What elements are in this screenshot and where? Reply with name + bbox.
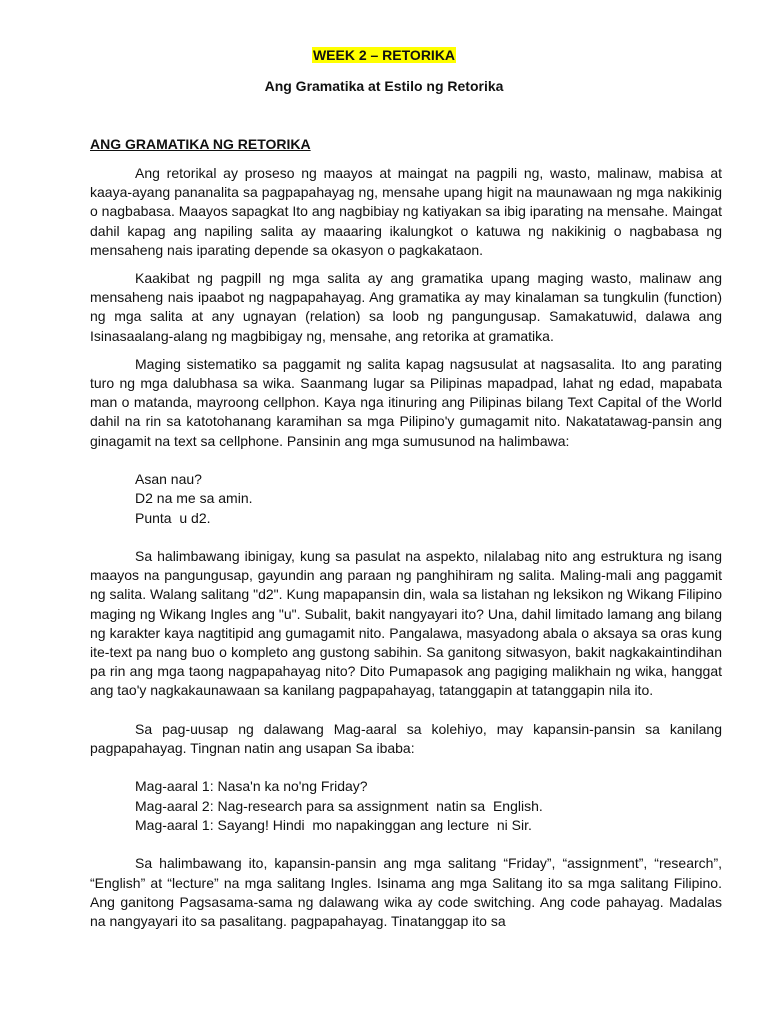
example-line: Asan nau? xyxy=(135,470,202,487)
paragraph-5: Sa pag-uusap ng dalawang Mag-aaral sa kolehiyo, may kapansin-pansin sa kanilang pagpapahayag. Tingnan natin ang usapan Sa ibaba: xyxy=(90,720,722,756)
paragraph-1: Ang retorikal ay proseso ng maayos at maingat na pagpili ng, wasto, malinaw, mabisa at kaaya-ayang pananalita sa pagpapahayag ng, mensahe upang higit na maunawaan ng mga nakikinig o nagbabasa. Maayos sapagkat Ito ang nagbibiay ng katiyakan sa ibig iparating na mensahe. Maingat dahil kapag ang napiling salita ay maaaring ikalungkot o katuwa ng nakikinig o nagbabasa ng mensaheng nais iparating depende sa okasyon o pagkakataon. xyxy=(90,165,722,258)
paragraph-4: Sa halimbawang ibinigay, kung sa pasulat na aspekto, nilalabag nito ang estruktura ng isang maayos na pangungusap, gayundin ang paraan ng panghihiram ng salita. Maling-mali ang paggamit ng salita. Walang salitang "d2". Kung mapapansin din, wala sa listahan ng leksikon ng Wikang Filipino maging ng Wikang Ingles ang "u". Subalit, bakit nangyayari ito? Una, dahil limitado lamang ang bilang ng karakter kaya nagtitipid ang gumagamit nito. Pangalawa, masyadong abala o aksaya sa oras kung ite-text pa nang buo o kompleto ang gustong sabihin. Sa ganitong sitwasyon, bakit nagkakaintindihan pa rin ang mga taong nagpapahayag nito? Dito Pumapasok ang pagiging malikhain ng wika, hanggat ang tao'y nagkakaunawaan sa kanilang pagpapahayag, tatanggapin at tatanggapin nila ito. xyxy=(90,548,722,699)
document-subtitle: Ang Gramatika at Estilo ng Retorika xyxy=(264,78,504,94)
dialogue-example xyxy=(135,777,722,835)
section-heading: ANG GRAMATIKA NG RETORIKA xyxy=(90,136,311,152)
dialogue-line: Mag-aaral 1: Nasa'n ka no'ng Friday? xyxy=(135,778,368,795)
text-message-examples xyxy=(135,470,722,528)
dialogue-line: Mag-aaral 2: Nag-research para sa assignment natin sa English. xyxy=(135,797,543,814)
dialogue-line: Mag-aaral 1: Sayang! Hindi mo napakinggan ang lecture ni Sir. xyxy=(135,816,532,833)
week-title: WEEK 2 – RETORIKA xyxy=(312,47,456,63)
paragraph-3: Maging sistematiko sa paggamit ng salita kapag nagsusulat at nagsasalita. Ito ang parating turo ng mga dalubhasa sa wika. Saanmang lugar sa Pilipinas mapadpad, lahat ng edad, mapabata man o matanda, mayroong cellphon. Kaya nga itinuring ang Pilipinas bilang Text Capital of the World dahil na rin sa katotohanang karamihan sa mga Pilipino'y gumagamit nito. Nakatatawag-pansin ang ginagamit na text sa cellphone. Pansinin ang mga sumusunod na halimbawa: xyxy=(90,355,722,449)
paragraph-6: Sa halimbawang ito, kapansin-pansin ang mga salitang “Friday”, “assignment”, “research”, “English” at “lecture” na mga salitang Ingles. Isinama ang mga Salitang ito sa mga salitang Filipino. Ang ganitong Pagsasama-sama ng dalawang wika ay code switching. Ang code pahayag. Madalas na nangyayari ito sa pasalitang. pagpapahayag. Tinatanggap ito sa xyxy=(90,855,722,929)
document-body xyxy=(90,164,722,940)
example-line: D2 na me sa amin. xyxy=(135,490,253,507)
example-line: Punta u d2. xyxy=(135,509,211,526)
paragraph-2: Kaakibat ng pagpill ng mga salita ay ang gramatika upang maging wasto, malinaw ang mensaheng nais ipaabot ng nagpapahayag. Ang gramatika ay may kinalaman sa tungkulin (function) ng mga salita at any ugnayan (relation) sa loob ng pangungusap. Samakatuwid, dalawa ang Isinasaalang-alang ng magbibigay ng, mensahe, ang retorika at gramatika. xyxy=(90,270,722,344)
